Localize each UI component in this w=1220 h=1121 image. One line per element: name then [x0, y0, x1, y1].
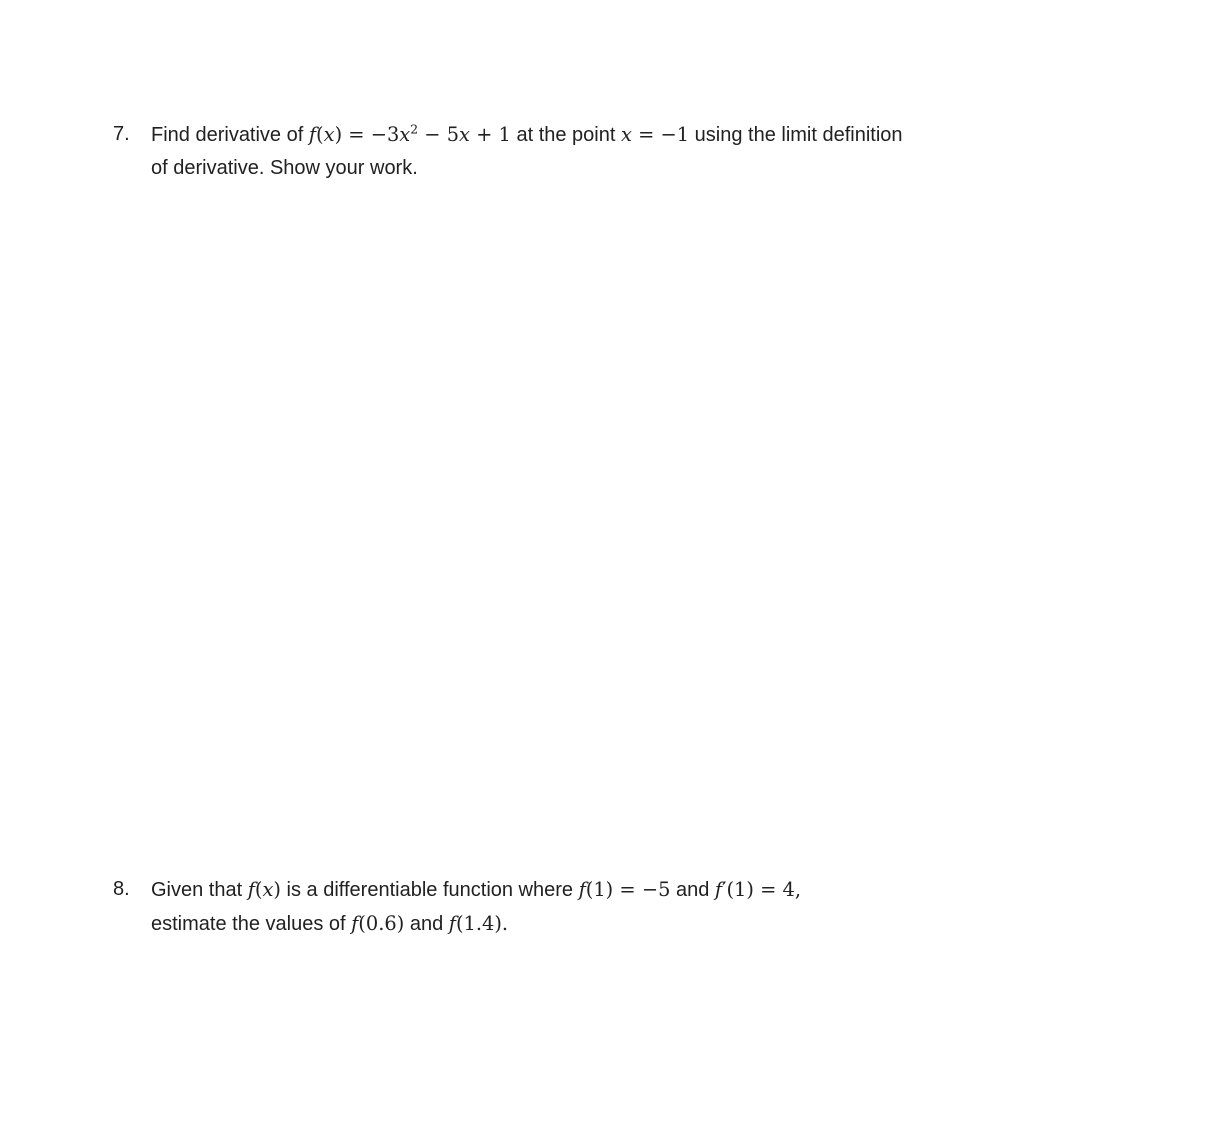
problem-8: [113, 873, 1108, 941]
problem-8-text: Given that f(x) is a differentiable function where f(1) = −5 and f′(1) = 4, estimate the values of f(0.6) and f(1.4).: [151, 878, 802, 935]
problem-7-text: Find derivative of $f(x) = -3x^2 - 5x + 1$ at the point x = −1 using the limit definition of derivative. Show your work.: [151, 121, 903, 179]
problem-7: [113, 118, 1108, 185]
problem-8-number: 8.: [113, 878, 130, 900]
problem-7-number: 7.: [113, 123, 130, 145]
